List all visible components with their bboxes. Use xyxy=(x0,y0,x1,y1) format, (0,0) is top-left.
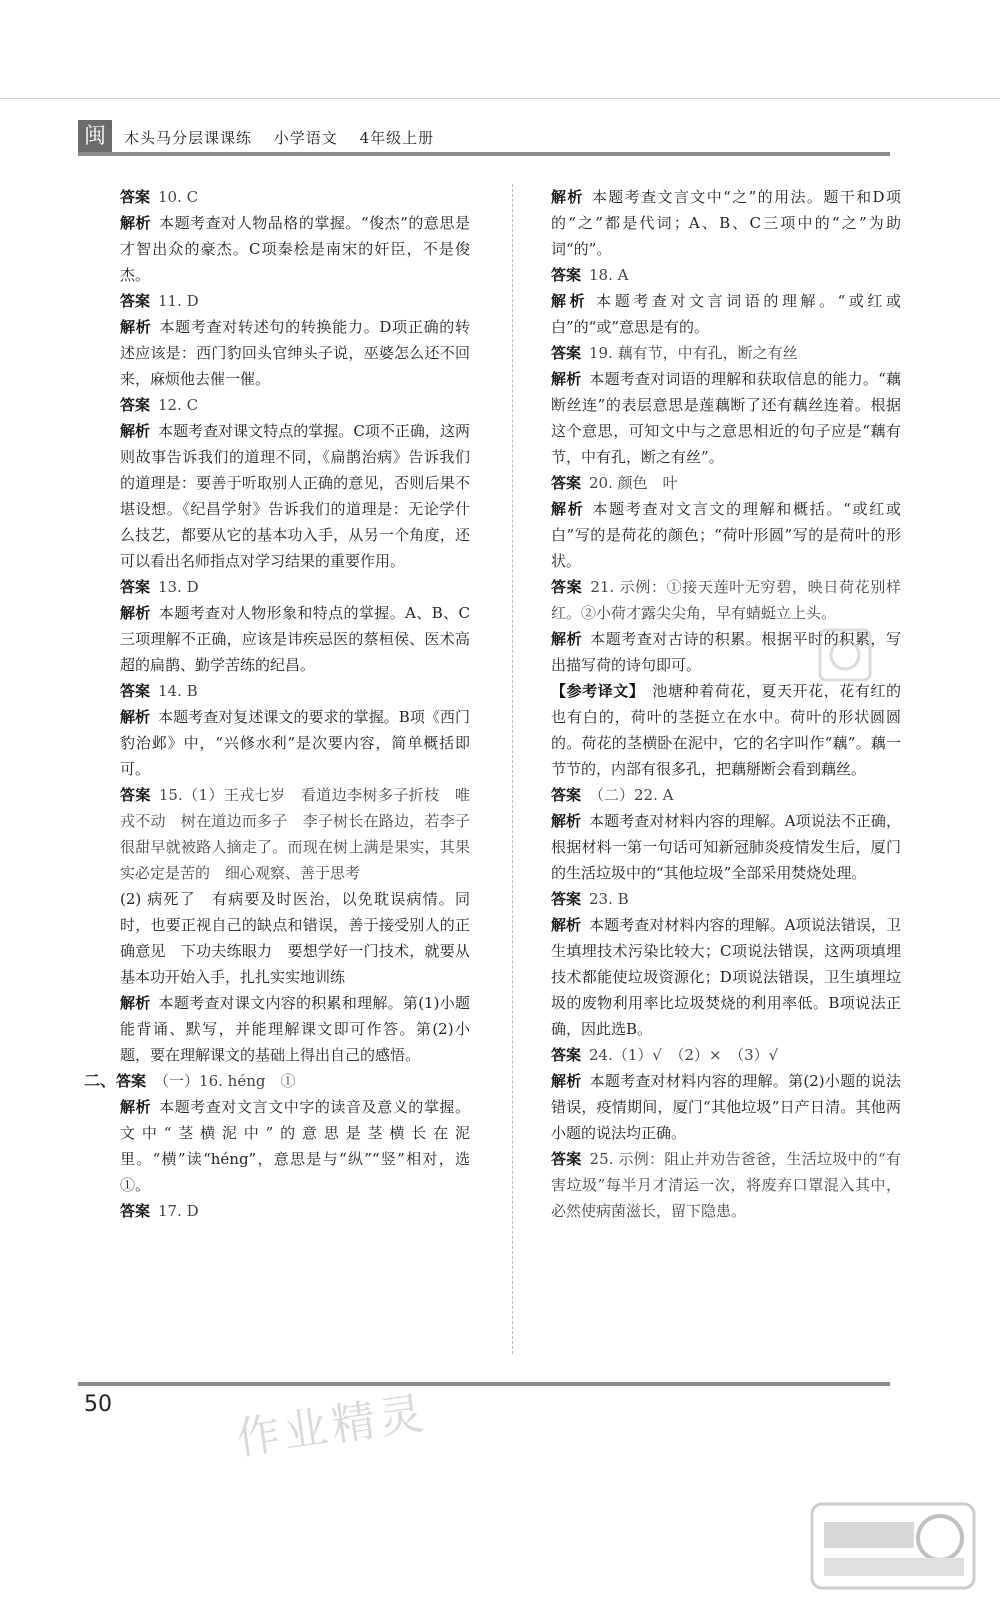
page-number: 50 xyxy=(84,1392,112,1417)
entry-tag: 解析 xyxy=(551,500,585,518)
entry-tag: 解析 xyxy=(551,188,584,206)
answer-entry xyxy=(551,574,901,626)
explanation-entry xyxy=(551,496,901,574)
entry-tag: 解析 xyxy=(120,604,151,622)
entry-tag: 解析 xyxy=(551,812,582,830)
entry-text: 19. 藕有节，中有孔，断之有丝 xyxy=(589,344,798,362)
entry-text: 本题考查对转述句的转换能力。D项正确的转述应该是：西门豹回头官绅头子说，巫婆怎么还不回来，麻烦他去催一催。 xyxy=(120,318,470,388)
answer-entry xyxy=(120,392,470,418)
grade-name: 4年级上册 xyxy=(359,129,435,147)
entry-text: 17. D xyxy=(158,1202,199,1220)
entry-text: 15.（1）王戎七岁 看道边李树多子折枝 唯戎不动 树在道边而多子 李子树长在路边，若李子很甜早就被路人摘走了。而现在树上满是果实，其果实必定是苦的 细心观察、善于思考 xyxy=(120,786,470,882)
entry-text: 本题考查对课文特点的掌握。C项不正确，这两则故事告诉我们的道理不同，《扁鹊治病》告诉我们的道理是：要善于听取别人正确的意见，否则后果不堪设想。《纪昌学射》告诉我们的道理是：无论学什么技艺，都要从它的基本功入手，从另一个角度，还可以看出名师指点对学习结果的重要作用。 xyxy=(120,422,470,570)
entry-text: 25. 示例：阻止并劝告爸爸，生活垃圾中的“有害垃圾”每半月才清运一次，将废弃口罩混入其中，必然使病菌滋长，留下隐患。 xyxy=(551,1150,901,1220)
entry-text: 本题考查对材料内容的理解。A项说法错误，卫生填埋技术污染比较大；C项说法错误，这两项填埋技术都能使垃圾资源化；D项说法错误，卫生填埋垃圾的废物利用率比垃圾焚烧的利用率低。B项说法正确，因此选B。 xyxy=(551,916,901,1038)
entry-text: 本题考查对人物形象和特点的掌握。A、B、C三项理解不正确，应该是讳疾忌医的蔡桓侯、医术高超的扁鹊、勤学苦练的纪昌。 xyxy=(120,604,470,674)
answer-entry xyxy=(551,340,901,366)
explanation-entry xyxy=(120,210,470,288)
subject-name: 小学语文 xyxy=(273,129,338,147)
top-rule xyxy=(0,98,1000,99)
entry-tag: 答案 xyxy=(120,188,151,206)
entry-text: 21. 示例：①接天莲叶无穷碧，映日荷花别样红。②小荷才露尖尖角，早有蜻蜓立上头。 xyxy=(551,578,901,622)
section-marker: 二、 xyxy=(84,1071,117,1090)
entry-tag: 解析 xyxy=(551,1072,582,1090)
explanation-entry xyxy=(551,678,901,782)
answer-entry xyxy=(551,886,901,912)
answer-entry xyxy=(551,782,901,808)
entry-text: 本题考查对人物品格的掌握。“俊杰”的意思是才智出众的豪杰。C项秦桧是南宋的奸臣，不是俊杰。 xyxy=(120,214,470,284)
entry-tag: 解析 xyxy=(551,292,589,310)
explanation-entry xyxy=(551,808,901,886)
answer-entry xyxy=(120,288,470,314)
entry-text: 本题考查对文言文中字的读音及意义的掌握。文中“茎横泥中”的意思是茎横长在泥里。“横”读“héng”，意思是与“纵”“竖”相对，选①。 xyxy=(120,1098,470,1194)
explanation-entry xyxy=(551,184,901,262)
answer-entry xyxy=(551,1146,901,1224)
entry-text: 13. D xyxy=(158,578,199,596)
entry-tag: 答案 xyxy=(551,1150,582,1168)
answer-entry xyxy=(551,1042,901,1068)
series-name: 木头马分层课课练 xyxy=(124,129,253,147)
answer-entry xyxy=(120,184,470,210)
entry-tag: 答案 xyxy=(120,292,151,310)
entry-text: 11. D xyxy=(158,292,199,310)
entry-tag: 解析 xyxy=(120,1098,152,1116)
explanation-entry xyxy=(120,886,470,990)
answer-entry xyxy=(120,678,470,704)
entry-text: 23. B xyxy=(589,890,629,908)
explanation-entry xyxy=(120,990,470,1068)
explanation-entry xyxy=(551,366,901,470)
entry-text: 本题考查对复述课文的要求的掌握。B项《西门豹治邺》中，“兴修水利”是次要内容，简单概括即可。 xyxy=(120,708,470,778)
explanation-entry xyxy=(551,288,901,340)
entry-tag: 答案 xyxy=(551,266,582,284)
entry-tag: 答案 xyxy=(551,474,582,492)
entry-tag: 【参考译文】 xyxy=(551,682,645,700)
entry-tag: 解析 xyxy=(120,422,151,440)
answer-entry xyxy=(551,262,901,288)
entry-tag: 解析 xyxy=(120,994,151,1012)
entry-text: 本题考查对课文内容的积累和理解。第(1)小题能背诵、默写，并能理解课文即可作答。第(2)小题，要在理解课文的基础上得出自己的感悟。 xyxy=(120,994,470,1064)
header-title xyxy=(124,127,450,148)
entry-text: （一）16. héng ① xyxy=(154,1072,296,1090)
entry-text: 20. 颜色 叶 xyxy=(589,474,678,492)
explanation-entry xyxy=(551,912,901,1042)
watermark-stamp-icon xyxy=(800,620,890,690)
explanation-entry xyxy=(120,600,470,678)
entry-text: 池塘种着荷花，夏天开花，花有红的也有白的，荷叶的茎挺立在水中。荷叶的形状圆圆的。荷花的茎横卧在泥中，它的名字叫作“藕”。藕一节节的，内部有很多孔，把藕掰断会看到藕丝。 xyxy=(551,682,901,778)
entry-tag: 答案 xyxy=(551,890,582,908)
entry-tag: 解析 xyxy=(120,214,152,232)
entry-text: 本题考查对材料内容的理解。A项说法不正确，根据材料一第一句话可知新冠肺炎疫情发生后，厦门的生活垃圾中的“其他垃圾”全部采用焚烧处理。 xyxy=(551,812,901,882)
site-watermark-logo-icon xyxy=(808,1500,978,1592)
entry-tag: 答案 xyxy=(120,786,151,804)
explanation-entry xyxy=(120,314,470,392)
entry-tag: 解析 xyxy=(551,916,582,934)
answer-entry xyxy=(551,470,901,496)
answer-entry xyxy=(120,574,470,600)
entry-text: 18. A xyxy=(589,266,629,284)
watermark-text: 作业精灵 xyxy=(233,1387,431,1466)
entry-tag: 解析 xyxy=(120,708,151,726)
explanation-entry xyxy=(551,1068,901,1146)
explanation-entry xyxy=(120,418,470,574)
entry-text: 本题考查对材料内容的理解。第(2)小题的说法错误，疫情期间，厦门“其他垃圾”日产日清。其他两小题的说法均正确。 xyxy=(551,1072,901,1142)
entry-tag: 解析 xyxy=(551,370,582,388)
entry-text: 本题考查文言文中“之”的用法。题干和D项的“之”都是代词；A、B、C三项中的“之”为助词“的”。 xyxy=(551,188,901,258)
column-divider xyxy=(512,184,513,1354)
entry-tag: 答案 xyxy=(551,1046,582,1064)
explanation-entry xyxy=(120,1094,470,1198)
entry-tag: 解析 xyxy=(551,630,583,648)
entry-tag: 答案 xyxy=(120,578,151,596)
entry-tag: 答案 xyxy=(120,396,151,414)
entry-text: 本题考查对文言文的理解和概括。“或红或白”写的是荷花的颜色；“荷叶形圆”写的是荷叶的形状。 xyxy=(551,500,901,570)
entry-text: 本题考查对词语的理解和获取信息的能力。“藕断丝连”的表层意思是莲藕断了还有藕丝连着。根据这个意思，可知文中与之意思相近的句子应是“藕有节，中有孔，断之有丝”。 xyxy=(551,370,901,466)
header-rule xyxy=(78,152,890,156)
right-column xyxy=(551,184,901,1224)
entry-text: 10. C xyxy=(158,188,199,206)
footer-rule xyxy=(78,1382,890,1386)
entry-tag: 答案 xyxy=(551,578,583,596)
publisher-logo: 闽 xyxy=(78,120,112,154)
entry-text: (2) 病死了 有病要及时医治，以免耽误病情。同时，也要正视自己的缺点和错误，善于接受别人的正确意见 下功夫练眼力 要想学好一门技术，就要从基本功开始入手，扎扎实实地训练 xyxy=(120,890,470,986)
entry-text: （二）22. A xyxy=(589,786,674,804)
entry-tag: 答案 xyxy=(116,1072,147,1090)
left-column xyxy=(84,184,470,1224)
entry-tag: 答案 xyxy=(551,786,582,804)
entry-tag: 答案 xyxy=(551,344,582,362)
entry-tag: 答案 xyxy=(120,682,151,700)
explanation-entry xyxy=(120,704,470,782)
answer-entry xyxy=(120,782,470,886)
entry-text: 24.（1）√ （2）× （3）√ xyxy=(589,1046,779,1064)
entry-tag: 解析 xyxy=(120,318,152,336)
answer-entry xyxy=(120,1198,470,1224)
entry-tag: 答案 xyxy=(120,1202,151,1220)
entry-text: 12. C xyxy=(158,396,199,414)
answer-entry xyxy=(84,1068,470,1094)
entry-text: 14. B xyxy=(158,682,198,700)
entry-text: 本题考查对古诗的积累。根据平时的积累，写出描写荷的诗句即可。 xyxy=(551,630,901,674)
entry-text: 本题考查对文言词语的理解。“或红或白”的“或”意思是有的。 xyxy=(551,292,901,336)
